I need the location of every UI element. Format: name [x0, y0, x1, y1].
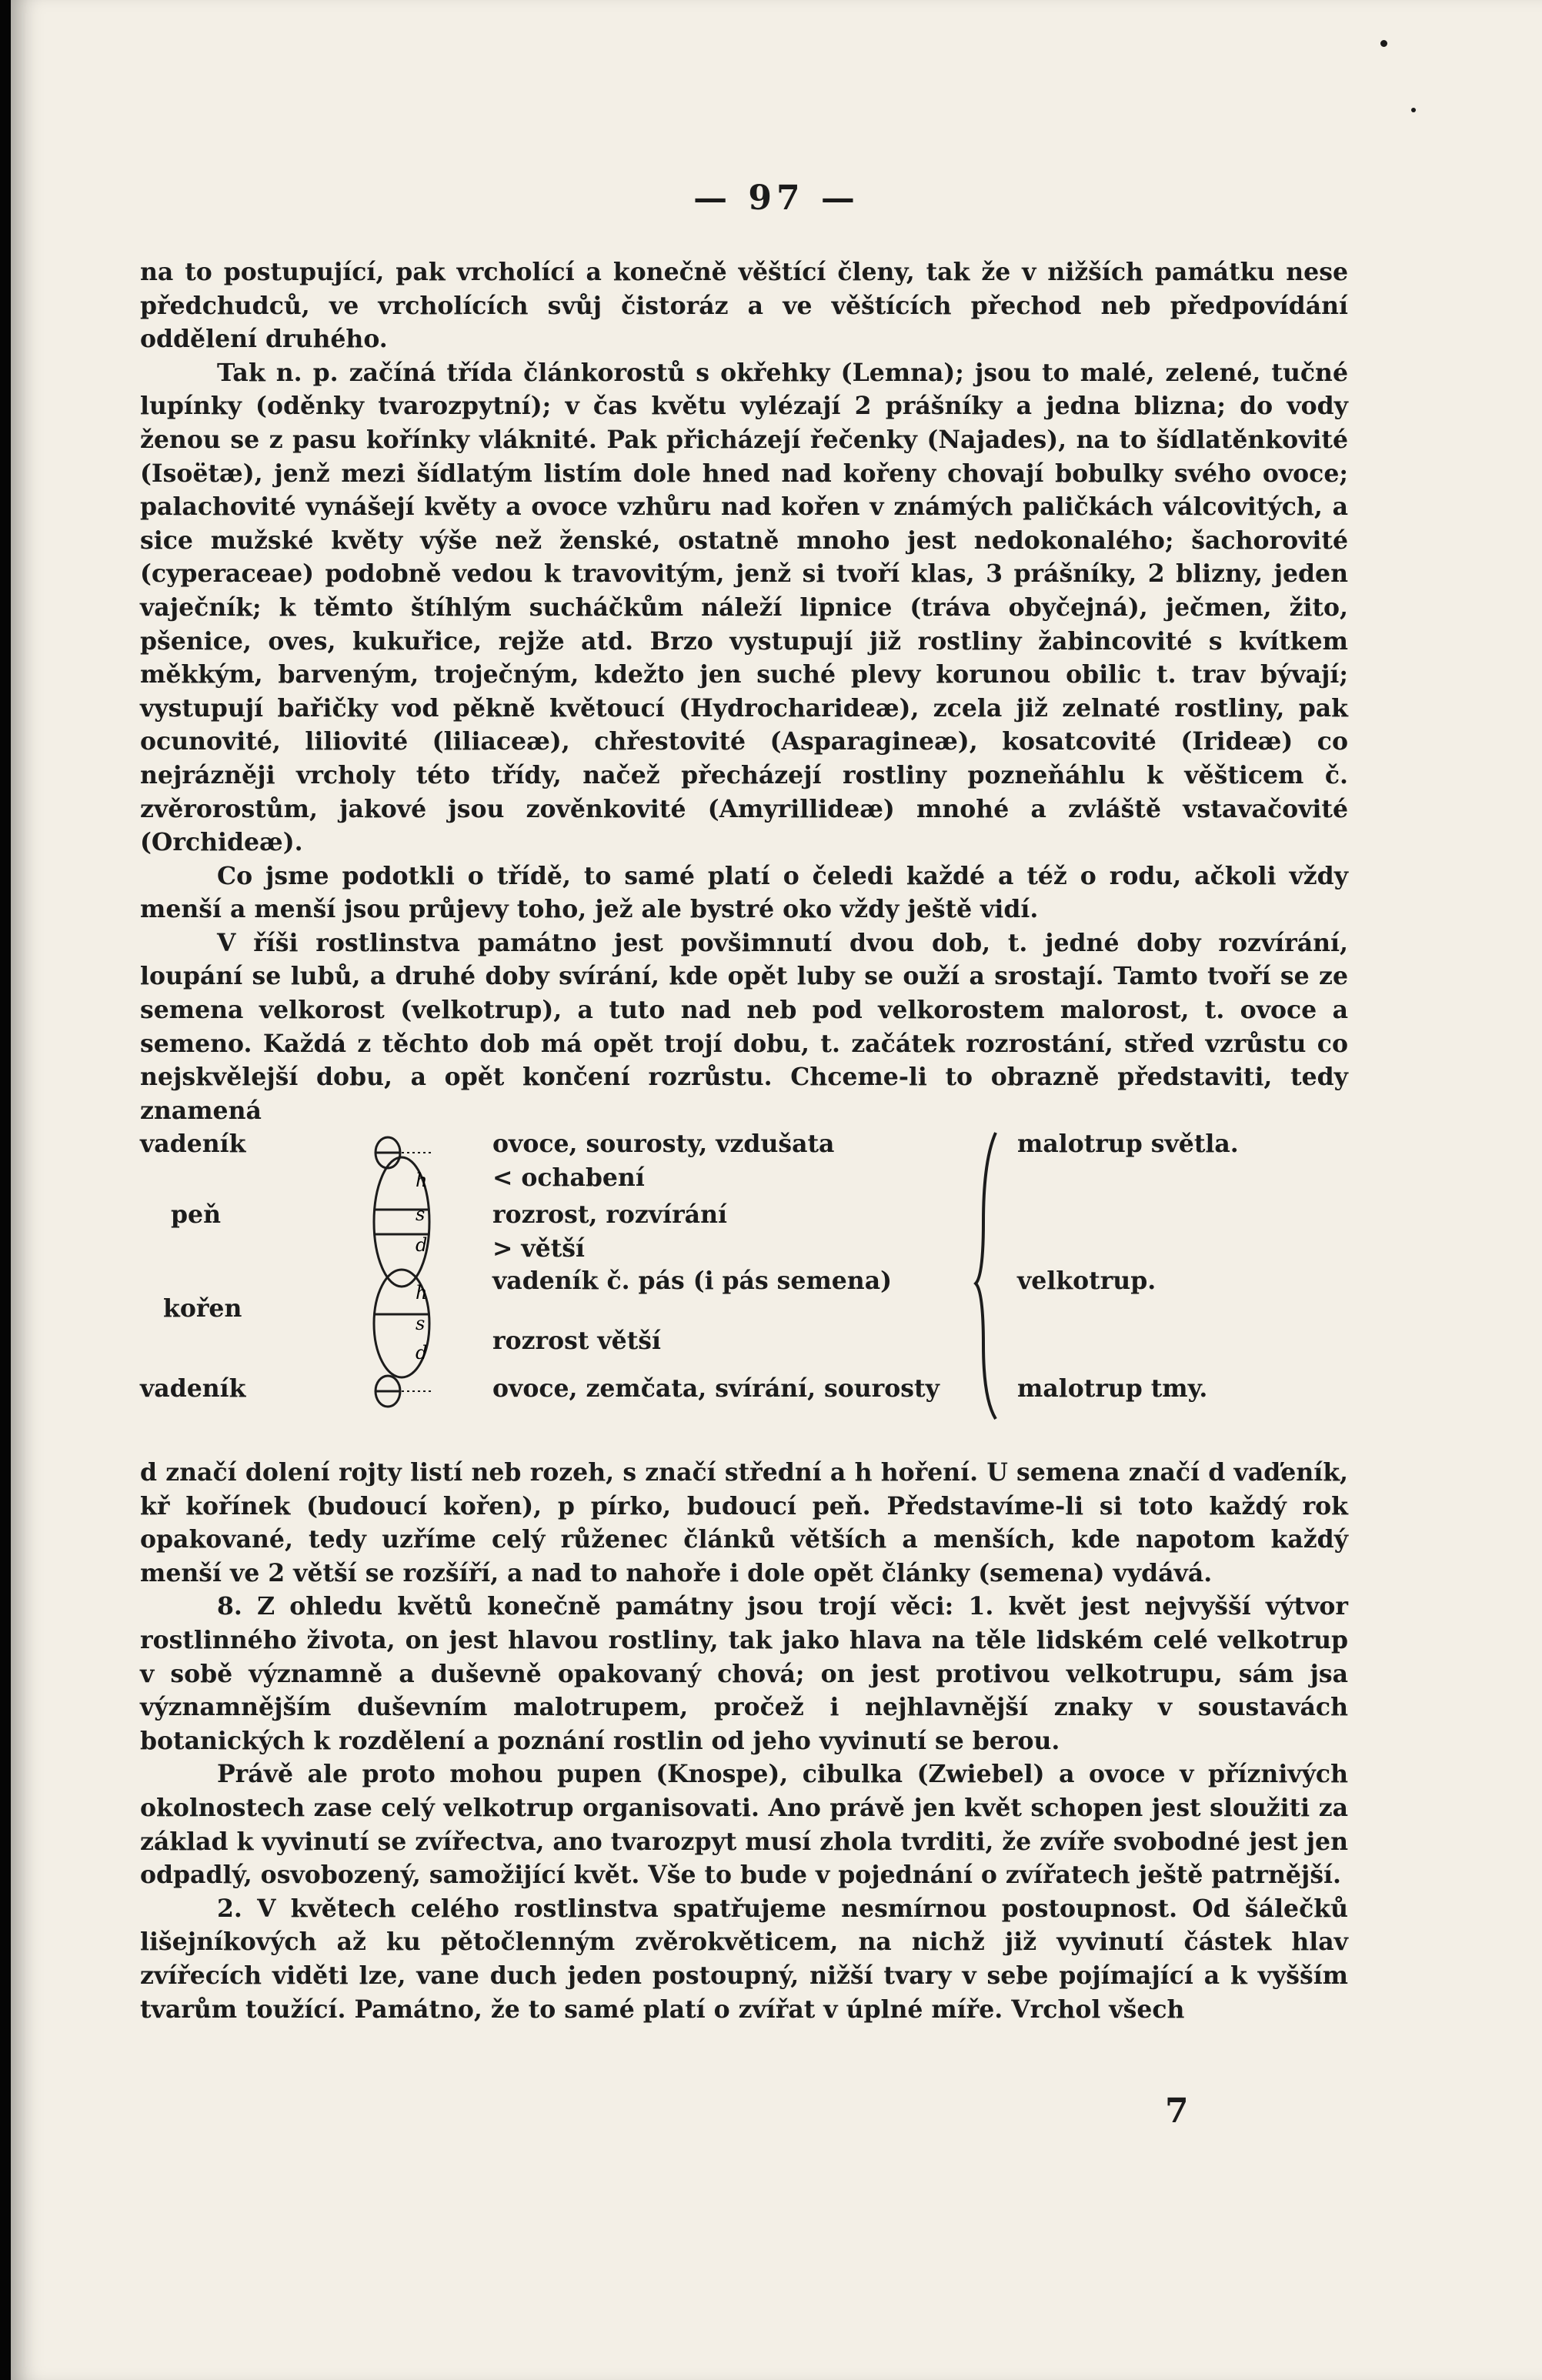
book-page: [11, 0, 1542, 2380]
diagram-middle-label: vadeník č. pás (i pás semena): [492, 1267, 893, 1295]
diagram-middle-label: rozrost větší: [492, 1327, 661, 1355]
text-block-top: [140, 255, 1348, 1127]
page-number: — 97 —: [693, 179, 859, 218]
brace: [973, 1130, 1003, 1422]
node-letter: s: [416, 1313, 426, 1334]
node-letter: s: [416, 1203, 426, 1225]
diagram-middle-label: rozrost, rozvírání: [492, 1200, 727, 1229]
ink-speck: [1380, 40, 1387, 47]
node-letter: d: [416, 1234, 428, 1256]
paragraph: d značí dolení rojty listí neb rozeh, s značí střední a h hoření. U semena značí d vaďeník, kř kořínek (budoucí kořen), p pírko, budoucí peň. Představíme-li si toto každý rok opakované, tedy uzříme celý růženec článků větších a menších, kde napotom každý menší ve 2 větší se rozšíří, a nad to nahoře i dole opět články (semena) vydává.: [140, 1458, 1348, 1587]
text-block-bottom: [140, 1456, 1348, 2026]
diagram-middle-label: ovoce, zemčata, svírání, sourosty: [492, 1374, 940, 1403]
diagram-left-label: vadeník: [140, 1130, 246, 1158]
node-letter: h: [416, 1170, 428, 1191]
growth-diagram: [140, 1130, 1371, 1437]
paragraph: Co jsme podotkli o třídě, to samé platí o čeledi každé a též o rodu, ačkoli vždy menší a menší jsou průjevy toho, jež ale bystré oko vždy ještě vidí.: [140, 861, 1348, 924]
diagram-right-label: velkotrup.: [1017, 1267, 1156, 1295]
ink-speck: [1411, 108, 1416, 112]
diagram-figure: [371, 1130, 440, 1437]
diagram-middle-label: < ochabení: [492, 1163, 645, 1192]
paragraph: na to postupující, pak vrcholící a konečně věštící členy, tak že v nižších památku nese předchudců, ve vrcholících svůj čistoráz a ve věštících přechod neb předpovídání oddělení druhého.: [140, 258, 1348, 354]
paragraph: Právě ale proto mohou pupen (Knospe), cibulka (Zwiebel) a ovoce v příznivých okolnostech zase celý velkotrup organisovati. Ano právě jen květ schopen jest sloužiti za základ k vyvinutí se zvířectva, ano tvarozpyt musí zhola tvrditi, že zvíře svobodné jest jen odpadlý, osvobozený, samožijící květ. Vše to bude v pojednání o zvířatech ještě patrnější.: [140, 1760, 1348, 1890]
diagram-right-label: malotrup světla.: [1017, 1130, 1239, 1158]
diagram-right-label: malotrup tmy.: [1017, 1374, 1208, 1403]
scan-edge: [0, 0, 11, 2380]
node-letter: h: [416, 1282, 428, 1303]
paragraph: 8. Z ohledu květů konečně památny jsou trojí věci: 1. květ jest nejvyšší výtvor rostlinného života, on jest hlavou rostliny, tak jako hlava na těle lidském celé velkotrup v sobě významně a duševně opakovaný chová; on jest protivou velkotrupu, sám jsa významnějším duševním malotrupem, pročež i nejhlavnější znaky v soustavách botanických k rozdělení a poznání rostlin od jeho vyvinutí se berou.: [140, 1592, 1348, 1755]
diagram-middle-label: > větší: [492, 1234, 585, 1263]
paragraph: V říši rostlinstva památno jest povšimnutí dvou dob, t. jedné doby rozvírání, loupání se lubů, a druhé doby svírání, kde opět luby se ouží a srostají. Tamto tvoří se ze semena velkorost (velkotrup), a tuto nad neb pod velkorostem malorost, t. ovoce a semeno. Každá z těchto dob má opět trojí dobu, t. začátek rozrostání, střed vzrůstu co nejskvělejší dobu, a opět končení rozrůstu. Chceme-li to obrazně představiti, tedy znamená: [140, 928, 1348, 1125]
diagram-middle-label: ovoce, sourosty, vzdušata: [492, 1130, 835, 1158]
node-letter: d: [416, 1342, 428, 1364]
paragraph: 2. V květech celého rostlinstva spatřujeme nesmírnou postoupnost. Od šálečků lišejníkových až ku pětočlenným zvěrokvěticem, na nichž již vyvinutí částek hlav zvířecích viděti lze, vane duch jeden postoupný, nižší tvary v sebe pojímající a k vyšším tvarům toužící. Památno, že to samé platí o zvířat v úplné míře. Vrchol všech: [140, 1894, 1348, 2024]
paragraph: Tak n. p. začíná třída článkorostů s okřehky (Lemna); jsou to malé, zelené, tučné lupínky (oděnky tvarozpytní); v čas květu vylézají 2 prášníky a jedna blizna; do vody ženou se z pasu kořínky vláknité. Pak přicházejí řečenky (Najades), na to šídlatěnkovité (Isoëtæ), jenž mezi šídlatým listím dole hned nad kořeny chovají bobulky svého ovoce; palachovité vynášejí květy a ovoce vzhůru nad kořen v známých paličkách válcovitých, a sice mužské květy výše než ženské, ostatně mnoho jest nedokonalého; šachorovité (cyperaceae) podobně vedou k travovitým, jenž si tvoří klas, 3 prášníky, 2 blizny, jeden vaječník; k těmto štíhlým sucháčkům náleží lipnice (tráva obyčejná), ječmen, žito, pšenice, oves, kukuřice, rejže atd. Brzo vystupují již rostliny žabincovité s kvítkem měkkým, barveným, troječným, kdežto jen suché plevy korunou obilic t. trav bývají; vystupují bařičky vod pěkně květoucí (Hydrocharideæ), zcela již zelnaté rostliny, pak ocunovité, liliovité (liliaceæ), chřestovité (Asparagineæ), kosatcovité (Irideæ) co nejrázněji vrcholy této třídy, načež přecházejí rostliny pozneňáhlu k věšticem č. zvěrorostům, jakové jsou zověnkovité (Amyrillideæ) mnohé a zvláště vstavačovité (Orchideæ).: [140, 358, 1348, 857]
signature-mark: 7: [1165, 2091, 1189, 2131]
diagram-left-label: vadeník: [140, 1374, 246, 1403]
diagram-left-label: kořen: [163, 1294, 242, 1323]
diagram-left-label: peň: [171, 1200, 221, 1229]
